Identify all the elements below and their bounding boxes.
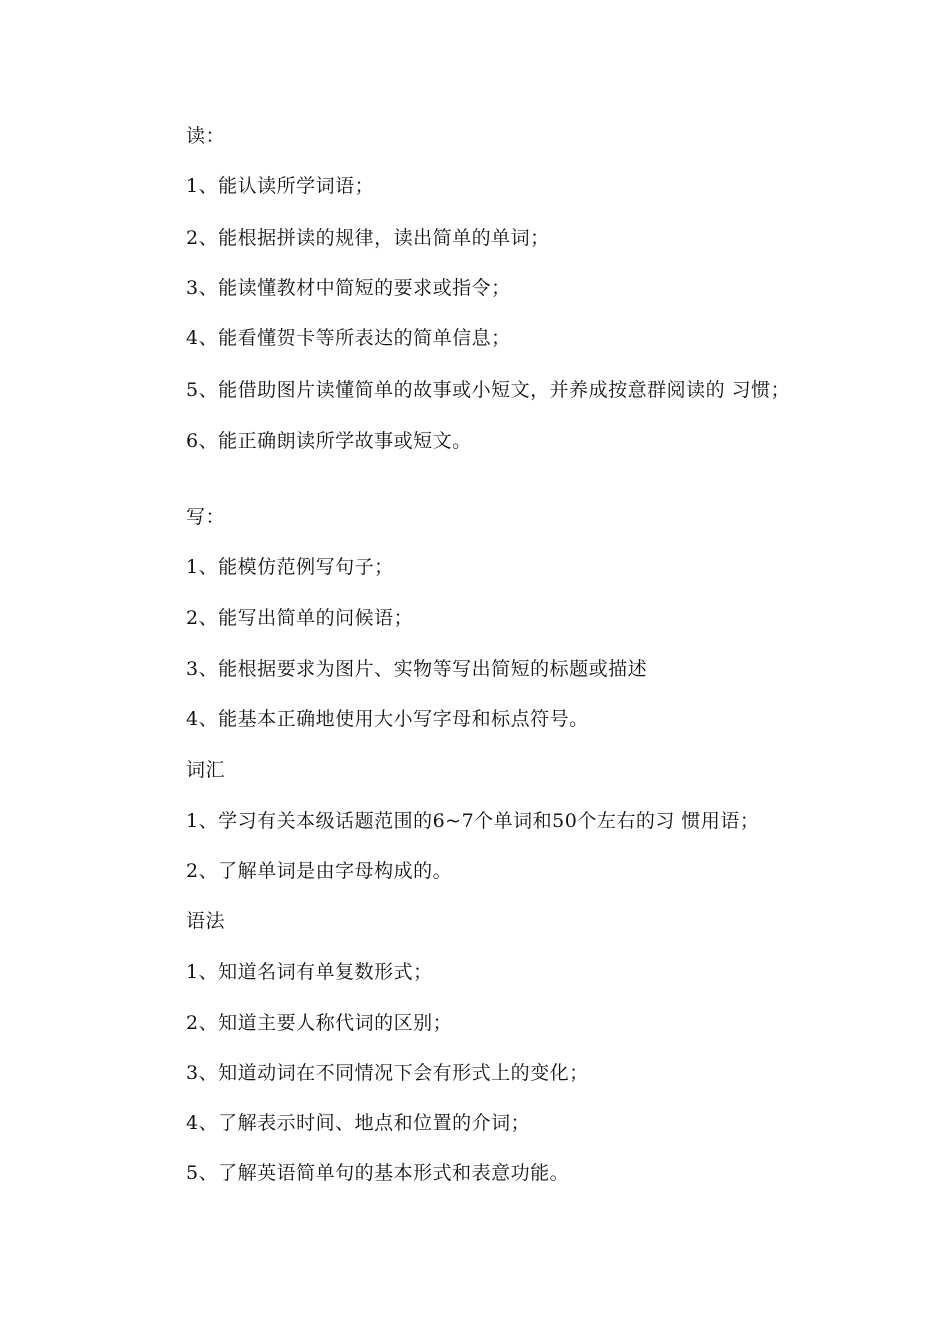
grammar-heading: 语法 — [186, 910, 226, 932]
reading-item: 2、能根据拼读的规律，读出简单的单词； — [186, 227, 550, 249]
vocabulary-item: 1、学习有关本级话题范围的6~7个单词和50个左右的习 惯用语； — [186, 810, 760, 832]
grammar-item: 1、知道名词有单复数形式； — [186, 961, 433, 983]
vocabulary-item: 2、了解单词是由字母构成的。 — [186, 860, 453, 882]
grammar-item: 3、知道动词在不同情况下会有形式上的变化； — [186, 1062, 589, 1084]
writing-item: 1、能模仿范例写句子； — [186, 556, 394, 578]
writing-heading: 写： — [186, 506, 226, 528]
grammar-item: 4、了解表示时间、地点和位置的介词； — [186, 1112, 531, 1134]
reading-item: 5、能借助图片读懂简单的故事或小短文，并养成按意群阅读的 习惯； — [186, 379, 791, 401]
vocabulary-heading: 词汇 — [186, 759, 226, 781]
grammar-item: 5、了解英语简单句的基本形式和表意功能。 — [186, 1162, 570, 1184]
writing-item: 4、能基本正确地使用大小写字母和标点符号。 — [186, 708, 589, 730]
grammar-item: 2、知道主要人称代词的区别； — [186, 1012, 453, 1034]
reading-item: 6、能正确朗读所学故事或短文。 — [186, 430, 472, 452]
writing-item: 2、能写出简单的问候语； — [186, 607, 414, 629]
writing-item: 3、能根据要求为图片、实物等写出简短的标题或描述 — [186, 658, 648, 680]
reading-item: 1、能认读所学词语； — [186, 175, 375, 197]
reading-item: 3、能读懂教材中简短的要求或指令； — [186, 277, 511, 299]
reading-heading: 读： — [186, 125, 226, 147]
reading-item: 4、能看懂贺卡等所表达的简单信息； — [186, 327, 511, 349]
